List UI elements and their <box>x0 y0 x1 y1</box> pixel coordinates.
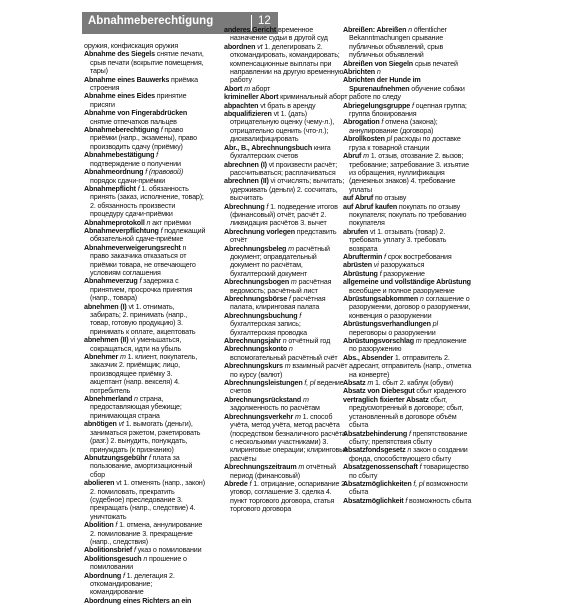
translation: 1. отрицание, оспаривание 2. уговор, соглашение 3. сделка 4. пункт торгового договора, статья торгового договора <box>230 479 347 514</box>
dictionary-entry <box>343 295 473 320</box>
headword: abnötigen <box>84 420 117 429</box>
headword: Abordnung <box>84 571 122 580</box>
dictionary-entry <box>224 93 348 101</box>
translation: препятствование сбыту; препятствия сбыту <box>349 429 468 446</box>
grammar-label: m <box>289 278 297 287</box>
dictionary-entry <box>343 253 473 261</box>
dictionary-entry <box>343 497 473 505</box>
translation: задолженность по расчётам <box>230 404 320 413</box>
headword: abnehmen (I) <box>84 302 127 311</box>
dictionary-entry <box>84 572 206 597</box>
headword: Abrichten der Hunde im Spurenaufnehmen <box>343 76 421 93</box>
translation: 1. клиент, покупатель, заказчик 2. приёмщик; лицо, производящее приёмку 3. акцептант (напр. векселя) 4. потребитель <box>90 353 198 395</box>
translation: 1. сбыт 2. каблук (обуви) <box>373 379 454 388</box>
dictionary-entry <box>343 396 473 430</box>
headword: Abnahmepflicht <box>84 184 136 193</box>
translation: подлежащий обязательной сдаче-приёмке <box>90 226 206 244</box>
translation: расчётная палата, клиринговая палата <box>230 295 326 312</box>
dictionary-entry <box>84 420 206 454</box>
dictionary-entry <box>224 463 348 480</box>
headword: Abrechnungsbörse <box>224 295 288 303</box>
translation: 1. обязанность принять (заказ, исполнение, товар); 2. обязанность произвести процедуру сдачи-приёмки <box>90 184 204 219</box>
headword: Abnahmeverweigerungsrecht <box>84 243 181 252</box>
dictionary-entry <box>84 76 206 93</box>
dictionary-entry <box>224 396 348 413</box>
translation: оружия, конфискация оружия <box>84 42 179 50</box>
grammar-label: m <box>296 463 305 472</box>
translation: криминальный аборт <box>278 93 348 102</box>
dictionary-entry <box>343 135 473 152</box>
column-right <box>343 26 473 505</box>
dictionary-entry <box>224 85 348 93</box>
translation: всеобщее и полное разоружение <box>349 286 455 295</box>
grammar-label: f, pl <box>411 479 425 488</box>
grammar-label: m <box>286 244 294 253</box>
translation: возможность сбыта <box>407 496 472 505</box>
headword: Abnutzungsgebühr <box>84 453 148 462</box>
column-left <box>84 42 206 605</box>
dictionary-entry <box>84 303 206 337</box>
translation: страна, предоставляющая убежище; принимающая страна <box>90 395 182 420</box>
dictionary-entry <box>343 446 473 463</box>
headword: Abolitionsbrief <box>84 546 133 555</box>
dictionary-entry <box>84 555 206 572</box>
translation: ведение счетов <box>230 379 344 396</box>
headword: Abrechnungsrückstand <box>224 395 302 404</box>
dictionary-entry <box>84 277 206 302</box>
translation: бухгалтерская запись; бухгалтерская проводка <box>230 320 307 337</box>
headword: Abrede <box>224 479 248 488</box>
dictionary-entry <box>343 60 473 68</box>
headword: Abordnung eines Richters an ein <box>84 596 192 605</box>
headword: Abnahmeverzug <box>84 277 138 286</box>
page-number: 12 <box>258 15 271 27</box>
grammar-label: vt <box>116 420 124 429</box>
dictionary-entry <box>84 395 206 420</box>
headword: Abrechnungsjahr <box>224 337 281 346</box>
grammar-label: f, pl <box>302 379 316 388</box>
translation: указ о помиловании <box>135 546 202 555</box>
translation: сбыт краденого <box>414 387 466 396</box>
dictionary-entry <box>343 102 473 119</box>
headword: Absatz von Diebesgut <box>343 387 415 396</box>
translation: переговоры о разоружении <box>349 328 436 337</box>
headword: Abrechnungskurs <box>224 362 283 371</box>
headword: Abrüstung <box>343 269 378 278</box>
translation: порядок сдачи-приёмки <box>90 176 166 185</box>
dictionary-entry <box>224 110 348 144</box>
headword: Abnahmebestätigung <box>84 151 155 160</box>
dictionary-entry <box>224 43 348 85</box>
grammar-label: m <box>293 412 301 421</box>
translation: книга бухгалтерских счетов <box>230 143 331 161</box>
translation: принятие присяги <box>90 92 187 109</box>
dictionary-entry <box>84 219 206 227</box>
grammar-label: f <box>410 101 414 110</box>
grammar-label: m <box>413 337 422 346</box>
dictionary-entry <box>224 245 348 279</box>
grammar-label: f <box>247 479 252 488</box>
translation: 1. отмена, аннулирование 2. помилование 3. прекращение (напр., следствия) <box>90 521 203 546</box>
translation: разоружаться <box>378 261 425 270</box>
translation: закон о создании фонда, способствующего сбыту <box>349 446 468 463</box>
grammar-label: n <box>418 295 424 303</box>
dictionary-entry <box>343 261 473 269</box>
dictionary-entry <box>224 177 348 202</box>
grammar-label: n <box>280 337 287 346</box>
headword: allgemeine und vollständige Abrüstung <box>343 278 471 287</box>
dictionary-entry <box>343 228 473 253</box>
headword: Absatzmöglichkeiten <box>343 479 412 488</box>
translation: сбыт, предусмотренный в договоре; сбыт, установленный в договоре объём сбыта <box>349 395 464 430</box>
headword: krimineller Abort <box>224 93 279 102</box>
headword: vertraglich fixierter Absatz <box>343 395 429 404</box>
headword: Abrüstungsvorschlag <box>343 337 414 346</box>
dictionary-entry <box>343 68 473 76</box>
dictionary-entry <box>84 42 206 50</box>
translation: 1. отзыв, отозвание 2. вызов; требование; затребование 3. изъятие из обращения, нуллификация (денежных знаков) 4. требование уплаты <box>349 152 469 194</box>
translation: 1. подведение итогов (финансовый) отчёт, расчёт 2. ликвидация расчётов 3. вычет <box>230 202 338 228</box>
grammar-label: m <box>242 84 250 93</box>
translation: соглашение о разоружении, договор о разоружении, конвенция о разоружении <box>349 295 471 320</box>
dictionary-entry <box>343 320 473 337</box>
translation: оцепная группа; группа блокирования <box>349 101 467 119</box>
running-head: Abnahmeberechtigung <box>88 15 214 27</box>
dictionary-entry <box>224 337 348 345</box>
translation: снятие печати, срыв печати (вскрытие помещения, тары) <box>90 50 204 76</box>
translation: подтверждение о получении <box>90 159 181 168</box>
dictionary-entry <box>84 454 206 479</box>
dictionary-entry <box>224 278 348 295</box>
grammar-label: n <box>374 68 381 77</box>
dictionary-entry <box>224 312 348 337</box>
headword: Abs., Absender <box>343 353 394 362</box>
dictionary-entry <box>84 109 206 126</box>
dictionary-entry <box>224 413 348 463</box>
headword: Abnahmeberechtigung <box>84 126 159 135</box>
dictionary-entry <box>343 387 473 395</box>
headword: Abr., B., Abrechnungsbuch <box>224 143 313 152</box>
dictionary-entry <box>224 345 348 362</box>
headword: Abriegelungsgruppe <box>343 101 411 110</box>
dictionary-entry <box>343 76 473 101</box>
headword: Abnahme des Siegels <box>84 50 155 59</box>
dictionary-entry <box>84 546 206 554</box>
translation: снятие отпечатков пальцев <box>90 117 177 126</box>
headword: Abrogation <box>343 118 380 127</box>
grammar-label: f <box>137 277 142 286</box>
dictionary-entry <box>224 379 348 396</box>
headword: Abnehmer <box>84 353 119 362</box>
headword: Absatzbehinderung <box>343 429 408 438</box>
dictionary-entry <box>224 480 348 514</box>
translation: 1. вымогать (деньги), заниматься рэкетом, рэкетировать (разг.) 2. вынудить, понуждать, принуждать (к признанию) <box>90 420 201 454</box>
grammar-label: f (правовой) <box>143 168 184 177</box>
translation: срыв печатей <box>413 59 458 68</box>
translation: расчётный документ; оправдательный документ по расчётам, бухгалтерский документ <box>230 244 330 278</box>
headword: Abnahmeordnung <box>84 168 144 177</box>
grammar-label: f <box>417 463 422 472</box>
headword: Abort <box>224 84 243 93</box>
headword: Abolitionsgesuch <box>84 554 142 563</box>
translation: vt 1. отзывать (товар) 2. требовать уплату 3. требовать возврата <box>349 227 447 253</box>
headword: Absatzgenossenschaft <box>343 463 418 472</box>
dictionary-entry <box>224 362 348 379</box>
grammar-label: pl <box>430 320 438 329</box>
grammar-label: f <box>135 184 140 193</box>
translation: öffentlicher Bekanntmachungen срывание публичных объявлений, срыв публичных объявлений <box>349 26 447 60</box>
headword: Abrechnungszeitraum <box>224 463 297 472</box>
translation: временное назначение судьи в другой суд <box>230 26 328 43</box>
dictionary-entry <box>84 227 206 244</box>
translation: товарищество по сбыту <box>349 463 469 480</box>
grammar-label: n <box>141 554 148 563</box>
headword: Abnahme eines Eides <box>84 92 155 101</box>
translation: vi уменьшаться, сокращаться, идти на убыль <box>90 336 182 353</box>
dictionary-entry <box>84 126 206 151</box>
translation: отчётный год <box>286 337 331 346</box>
grammar-label: n <box>132 395 138 404</box>
headword: Abrechnungsbuchung <box>224 311 298 320</box>
grammar-label: f <box>377 269 382 278</box>
dictionary-entry <box>224 203 348 228</box>
dictionary-entry <box>343 203 473 228</box>
translation: вспомогательный расчётный счёт <box>230 353 338 362</box>
grammar-label: n <box>405 446 412 455</box>
headword: abordnen <box>224 42 256 51</box>
grammar-label: m <box>118 353 126 362</box>
dictionary-entry <box>84 151 206 168</box>
grammar-label: f <box>382 252 386 261</box>
dictionary-entry <box>224 26 348 43</box>
headword: Abreißen von Siegeln <box>343 59 414 68</box>
dictionary-entry <box>343 337 473 354</box>
dictionary-entry <box>84 168 206 185</box>
headword: Abrechnungsbeleg <box>224 244 287 253</box>
dictionary-entry <box>343 463 473 480</box>
dictionary-entry <box>343 354 473 379</box>
grammar-label: f <box>158 126 163 135</box>
dictionary-entry <box>343 152 473 194</box>
grammar-label: f <box>158 226 163 235</box>
translation: задержка с принятием, просрочка принятия (напр., товара) <box>90 277 193 303</box>
headword: Abnahmeprotokoll <box>84 218 145 227</box>
translation: n право заказчика отказаться от приёмки товара, не отвечающего условиям соглашения <box>90 243 196 277</box>
translation: отчётный период (финансовый) <box>230 463 336 480</box>
grammar-label: f <box>379 118 384 127</box>
translation: 1. отправитель 2. адресант, отправитель (напр., отметка на конверте) <box>349 353 472 379</box>
headword: abrufen <box>343 227 369 236</box>
translation: представить отчёт <box>230 227 337 245</box>
grammar-label: vt <box>255 42 263 51</box>
grammar-label: f <box>154 151 158 160</box>
translation: расчётная ведомость; расчётный лист <box>230 278 332 295</box>
headword: Abrüstungsverhandlungen <box>343 320 431 329</box>
translation: vt 1. отнимать, забирать; 2. принимать (напр., товар, готовую продукцию) 3. принимать к оплате, акцептовать <box>90 302 196 336</box>
dictionary-entry <box>84 479 206 521</box>
dictionary-entry <box>84 336 206 353</box>
translation: плата за пользование, амортизационный сбор <box>90 453 193 479</box>
grammar-label: f <box>403 496 408 505</box>
grammar-label: f <box>264 202 269 211</box>
grammar-label: n <box>287 345 293 354</box>
headword: Abruftermin <box>343 252 383 261</box>
headword: Abrechnungsleistungen <box>224 379 303 388</box>
translation: по отзыву <box>373 194 407 203</box>
dictionary-entry <box>224 144 348 161</box>
translation: покупать по отзыву покупателя; покупать по требованию покупателя <box>349 202 467 228</box>
translation: расходы по доставке груза к товарной станции <box>349 135 461 152</box>
dictionary-entry <box>343 270 473 278</box>
translation: прошение о помиловании <box>90 554 187 572</box>
translation: 1. способ учёта, метод учёта, метод расчёта (посредством безналичного расчёта с несколькими участниками) 3. клиринговые операции; клиринговые расчёты <box>230 412 348 463</box>
dictionary-entry <box>224 228 348 245</box>
translation: vi отчислять; вычитать; удерживать (деньги) 2. сосчитать, высчитать <box>230 177 345 203</box>
headword: Abnehmerland <box>84 395 133 404</box>
grammar-label: f <box>132 546 136 555</box>
grammar-label: f <box>147 453 151 462</box>
translation: разоружение <box>381 269 425 278</box>
translation: 1. делегировать 2. откомандировать, командировать; компенсационные выплаты при направлении на другую временную работу <box>230 42 344 85</box>
translation: срок востребования <box>385 252 452 261</box>
headword: Abrüstungsabkommen <box>343 295 419 303</box>
headword: Abrichten <box>343 68 375 77</box>
headword: Abnahme von Fingerabdrücken <box>84 109 188 118</box>
headword: Abrechnungsbogen <box>224 278 290 287</box>
headword: anderes Gericht <box>224 26 277 34</box>
dictionary-entry <box>343 480 473 497</box>
headword: abolieren <box>84 479 115 488</box>
grammar-label: f <box>113 521 118 530</box>
headword: Abreißen: Abreißen <box>343 26 407 34</box>
dictionary-entry <box>84 521 206 546</box>
translation: vt брать в аренду <box>258 101 316 110</box>
grammar-label: f <box>287 295 291 303</box>
translation: возможности сбыта <box>349 479 468 497</box>
headword: Abruf <box>343 152 362 161</box>
translation: vt 1. отменять (напр., закон) 2. помиловать, прекратить (судебное) преследование 3. прекращать (напр., следствие) 4. уничтожать <box>90 479 205 521</box>
headword: Abrechnung <box>224 202 265 211</box>
headword: Abnahme eines Bauwerks <box>84 75 170 84</box>
translation: право приёмки (напр., экзамены), право производить сдачу (приёмку) <box>90 126 197 151</box>
grammar-label: f <box>407 429 411 438</box>
translation: vt 1. (дать) отрицательную оценку (чему-л.), отрицательно оценить (что-л.); дисквалифицировать <box>230 110 335 144</box>
headword: Absatz <box>343 379 366 388</box>
grammar-label: m <box>365 379 374 388</box>
headword: Abrechnung vorlegen <box>224 227 295 236</box>
grammar-label: m <box>361 152 369 161</box>
dictionary-entry <box>343 118 473 135</box>
headword: Absatzmöglichkeit <box>343 496 404 505</box>
dictionary-entry <box>84 353 206 395</box>
dictionary-entry <box>343 379 473 387</box>
grammar-label: f <box>121 571 125 580</box>
dictionary-entry <box>84 597 206 605</box>
headword: abnehmen (II) <box>84 336 129 345</box>
grammar-label: n <box>406 26 412 34</box>
translation: обучение собаки работе по следу <box>349 84 465 102</box>
headword: auf Abruf <box>343 194 374 203</box>
dictionary-entry <box>343 194 473 202</box>
dictionary-entry <box>343 430 473 447</box>
dictionary-entry <box>343 278 473 295</box>
headword: Absatzfondsgesetz <box>343 446 406 455</box>
dictionary-entry <box>84 50 206 75</box>
headword: Abrechnungskonto <box>224 345 288 354</box>
grammar-label: n <box>144 218 151 227</box>
translation: 1. делегация 2. откомандирование; командирование <box>90 571 175 597</box>
dictionary-entry <box>224 161 348 178</box>
grammar-label: pl <box>384 135 392 144</box>
headword: abrechnen (I) <box>224 160 267 169</box>
dictionary-entry <box>84 92 206 109</box>
grammar-label: f <box>297 311 302 320</box>
headword: abrechnen (II) <box>224 177 269 186</box>
headword: abqualifizieren <box>224 110 272 119</box>
translation: vt произвести расчёт; рассчитываться; расплачиваться <box>230 160 338 177</box>
headword: abrüsten <box>343 261 372 270</box>
grammar-label: m <box>301 395 309 404</box>
grammar-label: vi <box>371 261 379 270</box>
translation: отмена (закона); аннулирование (договора) <box>349 118 438 135</box>
column-middle <box>224 26 348 514</box>
headword: Abolition <box>84 521 114 530</box>
dictionary-entry <box>84 244 206 278</box>
dictionary-entry <box>84 185 206 219</box>
translation: акт приёмки <box>150 218 191 227</box>
headword: Abnahmeverpflichtung <box>84 226 159 235</box>
translation: взаимный расчёт по курсу (валют) <box>230 362 348 379</box>
translation: предложение по разоружению <box>349 337 467 354</box>
headword: auf Abruf kaufen <box>343 202 398 211</box>
translation: аборт <box>249 84 271 93</box>
dictionary-entry <box>343 26 473 60</box>
translation: приёмка строения <box>90 75 198 93</box>
headword: Abrechnungsverkehr <box>224 412 294 421</box>
dictionary-entry <box>224 102 348 110</box>
grammar-label: m <box>282 362 291 371</box>
headword: Abrollkosten <box>343 135 385 144</box>
dictionary-entry <box>224 295 348 312</box>
headword: abpachten <box>224 101 259 110</box>
